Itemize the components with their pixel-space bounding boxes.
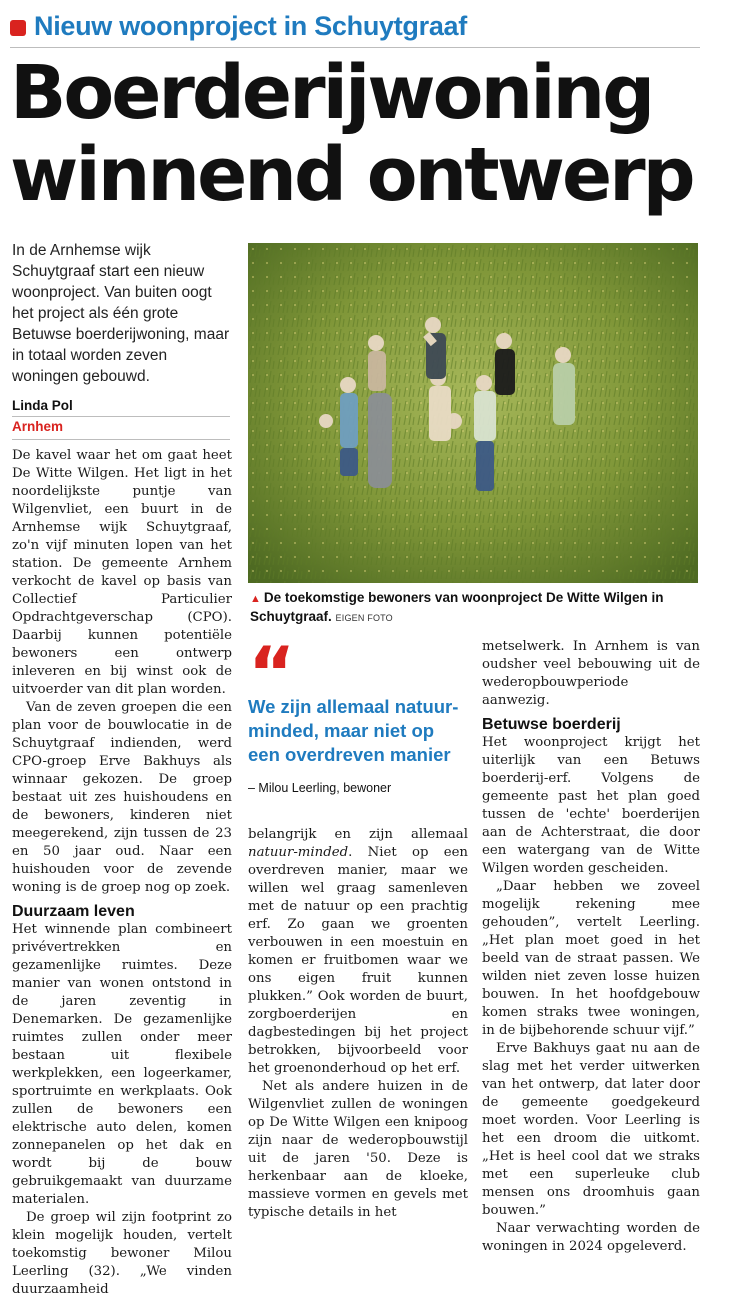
photo-caption [250, 589, 698, 627]
paragraph: Het woonproject krijgt het uiterlijk van een Betuws boerderij-erf. Volgens de gemeente past het plan goed tussen de 'echte' boerderijen aan de Achterstraat, die door een watergang van de Witte Wilgen worden gescheiden. [482, 735, 700, 876]
kicker-text: Nieuw woonproject in Schuytgraaf [34, 10, 467, 41]
paragraph: Van de zeven groepen die een plan voor de bouwlocatie in de Schuytgraaf indienden, werd CPO-groep Erve Bakhuys als winnaar gekozen. De groep bestaat uit zes huishoudens en de bewoners, kinderen niet meegerekend, zijn tussen de 23 en 50 jaar oud. Naar een huishouden voor de zevende woning is de groep nog op zoek. [12, 700, 232, 895]
quote-attribution: – Milou Leerling, bewoner [248, 781, 392, 795]
byline-divider [12, 416, 230, 417]
headline-line-1: Boerderijwoning [10, 50, 653, 136]
subhead-duurzaam: Duurzaam leven [12, 903, 135, 920]
paragraph: Naar verwachting worden de woningen in 2024 opgeleverd. [482, 1221, 700, 1254]
paragraph: De kavel waar het om gaat heet De Witte Wilgen. Het ligt in het noordelijkste puntje van Wilgenvliet, een buurt in de Arnhemse wijk Schuytgraaf, zo'n vijf minuten lopen van het station. De gemeente Arnhem verkocht de kavel op basis van Collectief Particulier Opdrachtgeverschap (CPO). Daarbij kunnen potentiële bewoners een ontwerp inleveren en bij winst ook de uitvoerder van dit plan worden. [12, 448, 232, 697]
dateline: Arnhem [12, 419, 64, 434]
kicker-marker-icon [10, 20, 26, 36]
kicker-divider [10, 47, 700, 48]
quote-mark-icon: “ [248, 631, 296, 715]
kicker [10, 8, 700, 44]
paragraph [248, 826, 468, 1078]
quote-text: We zijn allemaal natuur-minded, maar niet op een overdreven manier [248, 696, 459, 765]
article-column-2 [248, 826, 468, 1222]
paragraph: Net als andere huizen in de Wilgenvliet zullen de woningen op De Witte Wilgen een knipoog zijn naar de wederopbouwstijl uit de jaren '50. Deze is herkenbaar aan de kloeke, massieve vormen en gevels met typische details in het [248, 1079, 468, 1220]
photo-credit: EIGEN FOTO [335, 613, 393, 623]
caption-text: De toekomstige bewoners van woonproject De Witte Wilgen in Schuytgraaf. [250, 590, 664, 624]
article-column-3 [482, 638, 700, 1256]
article-photo [248, 243, 698, 583]
paragraph: metselwerk. In Arnhem is van oudsher veel bebouwing uit de wederopbouwperiode aanwezig. [482, 639, 700, 708]
text-run: . Niet op een overdreven manier, maar we willen wel graag samenleven met de natuur op een prachtig erf. Zo gaan we groenten verbouwen in een moestuin en komen er fruitbomen waar we ons eigen fruit kunnen plukken.” Ook worden de buurt, zorgboerderijen en dagbestedingen bij het project betrokken, bijvoorbeeld voor het groenonderhoud op het erf. [248, 845, 468, 1076]
subhead-betuwse: Betuwse boerderij [482, 716, 621, 733]
text-run: belangrijk en zijn allemaal [248, 827, 468, 842]
paragraph: Het winnende plan combineert privévertrekken en gezamenlijke ruimtes. Deze manier van wonen ontstond in de jaren zeventig in Denemarken. De gezamenlijke ruimtes zullen onder meer bestaan uit flexibele werkplekken, een logeerkamer, sportruimte en werkplaats. Ook zullen de bewoners een elektrische auto delen, komen zonnepanelen op het dak en wordt bij de bouw gebruikgemaakt van duurzame materialen. [12, 922, 232, 1207]
headline-line-2: winnend ontwerp [10, 132, 693, 218]
emphasis: natuur-minded [248, 845, 349, 860]
author-byline: Linda Pol [12, 398, 73, 413]
group-photo-illustration [248, 243, 698, 583]
headline [10, 52, 710, 216]
intro-text: In de Arnhemse wijk Schuytgraaf start een nieuw woonproject. Van buiten oogt het project als één grote Betuwse boerderijwoning, maar in totaal worden zeven woningen gebouwd. [12, 242, 230, 385]
article-column-1 [12, 447, 232, 1299]
paragraph: „Daar hebben we zoveel mogelijk rekening mee gehouden”, vertelt Leerling. „Het plan moet goed in het beeld van de straat passen. We wilden niet zeven losse huizen bouwen. In het hoofdgebouw komen straks twee woningen, in de bijbehorende schuur vijf.” [482, 879, 700, 1038]
caption-triangle-icon: ▲ [250, 593, 261, 605]
pull-quote [248, 631, 470, 795]
paragraph: De groep wil zijn footprint zo klein mogelijk houden, vertelt toekomstig bewoner Milou Leerling (32). „We vinden duurzaamheid [12, 1210, 232, 1297]
dateline-divider [12, 439, 230, 440]
paragraph: Erve Bakhuys gaat nu aan de slag met het verder uitwerken van het ontwerp, dat later door de gemeente goedgekeurd moet worden. Voor Leerling is het een droom die uitkomt. „Het is heel cool dat we straks met een superleuke club mensen ons droomhuis gaan bouwen.” [482, 1041, 700, 1218]
